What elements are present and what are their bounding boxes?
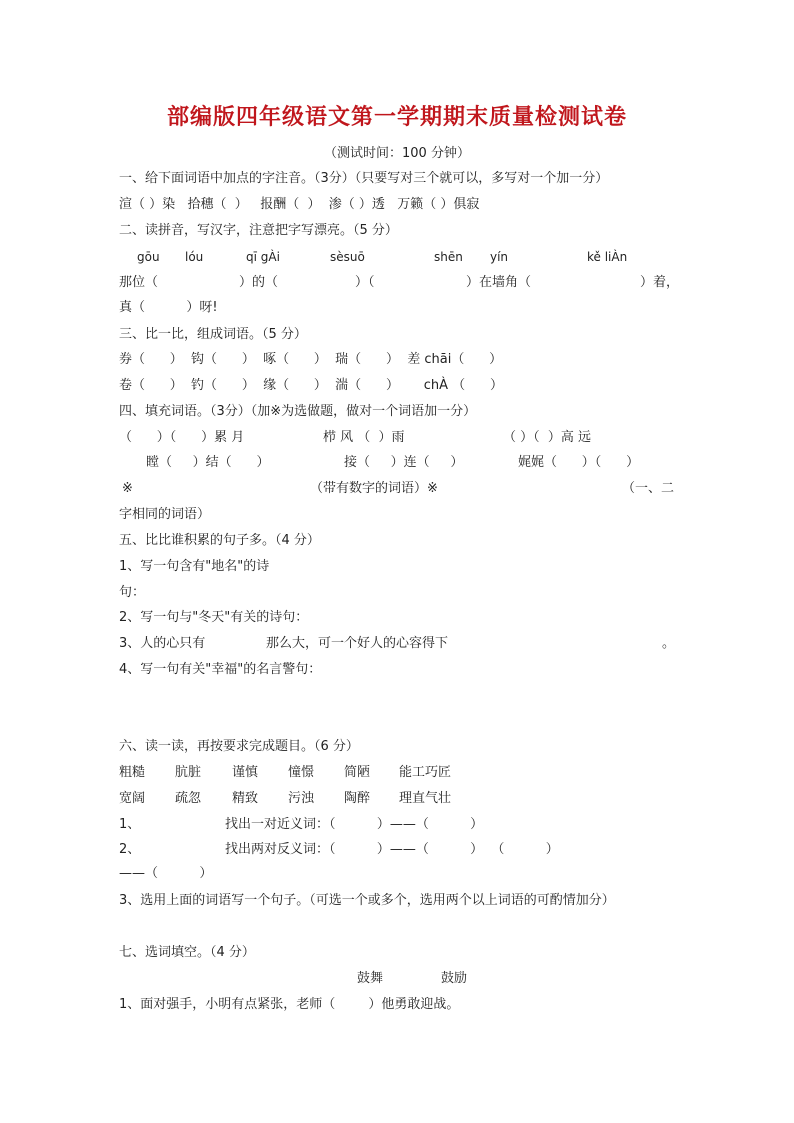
question-6-2-num: 2、 [119,842,141,857]
section-3-heading: 三、比一比，组成词语。（5 分） [119,327,307,342]
question-5-4: 4、写一句有关"幸福"的名言警句： [119,662,322,677]
fill-part-2: ）的（ [239,275,279,290]
question-6-1-num: 1、 [119,817,141,832]
fill-part-5: ）着， [640,275,680,290]
section-5-heading: 五、比比谁积累的句子多。（4 分） [119,533,320,548]
pinyin-7: kě liÀn [587,250,628,264]
pinyin-6: yín [490,250,509,264]
question-5-1: 1、写一句含有"地名"的诗 [119,559,270,574]
pinyin-5: shēn [434,250,463,264]
idiom-4: 瞠（ ）结（ ） [146,455,270,470]
word-4: 憧憬 [288,765,315,780]
word-10: 污浊 [288,791,315,806]
word-5: 简陋 [344,765,371,780]
question-5-3-b: 那么大，可一个好人的心容得下 [266,636,449,651]
section-1-heading: 一、给下面词语中加点的字注音。（3分）（只要写对三个就可以，多写对一个加一分） [119,171,609,186]
idiom-2: 栉 风 （ ）雨 [323,430,405,445]
idiom-5: 接（ ）连（ ） [344,455,464,470]
word-6: 能工巧匠 [399,765,452,780]
question-5-3-c: 。 [662,636,676,651]
question-5-3-a: 3、人的心只有 [119,636,206,651]
word-2: 肮脏 [175,765,202,780]
optional-mark: ※ [122,481,133,496]
section-6-heading: 六、读一读，再按要求完成题目。（6 分） [119,739,359,754]
word-option-2: 鼓励 [441,971,468,986]
word-8: 疏忽 [175,791,202,806]
pinyin-2: lóu [185,250,204,264]
pinyin-3: qī gÀi [246,250,280,264]
section-2-heading: 二、读拼音，写汉字，注意把字写漂亮。（5 分） [119,223,398,238]
idiom-1: （ ）（ ）累 月 [119,430,245,445]
fill-part-1: 那位（ [119,275,159,290]
pinyin-4: sèsuō [330,250,365,264]
question-5-1-cont: 句： [119,585,146,600]
word-option-1: 鼓舞 [357,971,384,986]
word-11: 陶醉 [344,791,371,806]
compare-row-1: 券（ ） 钩（ ） 啄（ ） 瑞（ ） 差 chāi（ ） [119,352,503,367]
word-9: 精致 [232,791,259,806]
question-6-2-cont: ——（ ） [119,866,213,881]
question-6-1: 找出一对近义词：（ ）——（ ） [225,817,484,832]
section-1-words: 渲（ ）染 拾穗（ ） 报酬（ ） 渗（ ）透 万籁（ ）俱寂 [119,197,480,212]
question-5-2: 2、写一句与"冬天"有关的诗句： [119,610,309,625]
compare-row-2: 卷（ ） 钓（ ） 缘（ ） 湍（ ） chÀ （ ） [119,378,503,393]
optional-repeat-words: （一、二 [622,481,675,496]
optional-repeat-words-cont: 字相同的词语） [119,507,211,522]
optional-number-words: （带有数字的词语）※ [310,481,438,496]
question-6-2: 找出两对反义词：（ ）——（ ） （ ） [225,842,559,857]
fill-part-4: ）在墙角（ [466,275,532,290]
pinyin-1: gōu [137,250,160,264]
exam-time-note: （测试时间：100 分钟） [324,146,470,161]
page-title: 部编版四年级语文第一学期期末质量检测试卷 [166,104,627,130]
question-6-3: 3、选用上面的词语写一个句子。（可选一个或多个，选用两个以上词语的可酌情加分） [119,893,615,908]
word-1: 粗糙 [119,765,146,780]
word-3: 谨慎 [232,765,259,780]
idiom-6: 娓娓（ ）（ ） [518,455,640,470]
word-12: 理直气壮 [399,791,452,806]
section-4-heading: 四、填充词语。（3分）（加※为选做题，做对一个词语加一分） [119,404,477,419]
idiom-3: （ ）（ ）高 远 [503,430,592,445]
fill-part-3: ）（ [355,275,375,290]
section-7-heading: 七、选词填空。（4 分） [119,945,255,960]
fill-line-2: 真（ ）呀! [119,300,218,315]
word-7: 宽阔 [119,791,146,806]
question-7-1: 1、面对强手，小明有点紧张，老师（ ）他勇敢迎战。 [119,997,460,1012]
